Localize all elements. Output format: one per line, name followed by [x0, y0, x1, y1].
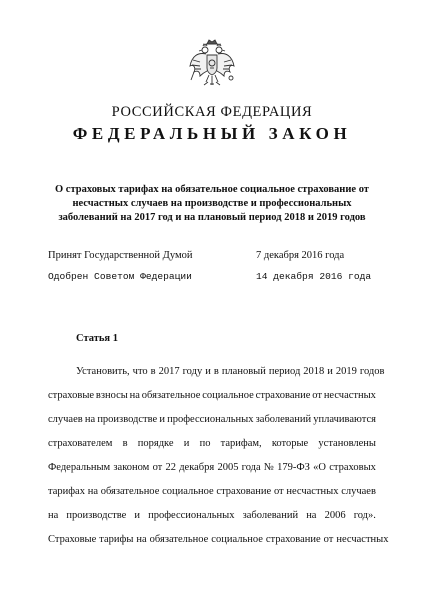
article-word: установлены — [318, 438, 376, 449]
article-word: в — [122, 438, 128, 449]
article-word: порядке — [137, 438, 174, 449]
article-word: и — [134, 510, 140, 521]
article-word: годов — [359, 366, 385, 377]
article-word: уплачиваются — [313, 414, 376, 425]
article-word: обязательное — [100, 486, 160, 497]
article-word: в — [150, 366, 156, 377]
article-word: декабря — [179, 462, 215, 473]
adoption-date: 14 декабря 2016 года — [256, 271, 372, 282]
article-line — [48, 432, 376, 456]
coat-of-arms-icon — [188, 38, 236, 92]
article-word: плановый — [221, 366, 266, 377]
article-word: несчастных — [323, 390, 376, 401]
article-word: производстве — [66, 510, 127, 521]
adoption-label: Принят Государственной Думой — [48, 250, 193, 261]
adoption-duma-row — [48, 250, 376, 264]
article-word: от — [323, 534, 334, 545]
adoption-date: 7 декабря 2016 года — [256, 250, 345, 261]
article-word: 2006 — [324, 510, 346, 521]
law-title-line: несчастных случаев на производстве и профессиональных — [72, 198, 352, 209]
article-word: в — [213, 366, 219, 377]
article-word: профессиональных — [167, 414, 254, 425]
article-word: 2018 — [303, 366, 325, 377]
article-word: на — [306, 510, 317, 521]
article-word: на — [136, 534, 147, 545]
article-word: производстве — [97, 414, 158, 425]
adoption-label: Одобрен Советом Федерации — [48, 271, 192, 282]
article-line — [48, 360, 385, 384]
article-word: страхователем — [48, 438, 113, 449]
law-type-heading: ФЕДЕРАЛЬНЫЙ ЗАКОН — [72, 124, 352, 143]
adoption-council-row — [48, 271, 376, 285]
article-word: тарифы — [99, 534, 134, 545]
article-word: от — [152, 462, 163, 473]
article-word: 179-ФЗ — [277, 462, 310, 473]
article-word: законом — [113, 462, 150, 473]
article-word: от — [312, 390, 322, 401]
article-word: по — [199, 438, 211, 449]
article-word: обязательное — [149, 534, 209, 545]
article-word: на — [87, 486, 98, 497]
article-word: социальное — [162, 486, 214, 497]
article-word: случаев — [48, 414, 83, 425]
article-word: год». — [353, 510, 376, 521]
article-line — [48, 480, 376, 504]
article-word: 2019 — [335, 366, 357, 377]
article-word: Федеральным — [48, 462, 111, 473]
article-word: страховые — [48, 390, 95, 401]
law-title-line: О страховых тарифах на обязательное социальное страхование от — [55, 184, 369, 195]
article-word: обязательное — [141, 390, 201, 401]
article-line — [48, 408, 376, 432]
article-word: что — [132, 366, 148, 377]
article-word: несчастных — [336, 534, 389, 545]
article-word: от — [273, 486, 284, 497]
article-word: «О — [313, 462, 327, 473]
article-line — [48, 528, 389, 552]
article-word: взносы — [95, 390, 128, 401]
article-word: на — [129, 390, 140, 401]
article-word: тарифах — [48, 486, 85, 497]
article-word: страхование — [216, 486, 272, 497]
article-word: на — [84, 414, 96, 425]
article-word: на — [48, 510, 59, 521]
article-word: несчастных — [286, 486, 339, 497]
article-word: 2017 — [158, 366, 180, 377]
article-word: страхование — [255, 390, 311, 401]
article-word: заболеваний — [242, 510, 299, 521]
article-heading: Статья 1 — [76, 333, 118, 344]
article-word: тарифам, — [220, 438, 262, 449]
article-word: № — [263, 462, 274, 473]
country-heading: РОССИЙСКАЯ ФЕДЕРАЦИЯ — [111, 104, 313, 120]
article-word: года — [241, 462, 261, 473]
article-word: Страховые — [48, 534, 97, 545]
article-word: 22 — [165, 462, 176, 473]
article-word: и — [327, 366, 333, 377]
law-title — [48, 183, 376, 225]
article-word: случаев — [341, 486, 376, 497]
article-word: профессиональных — [148, 510, 235, 521]
article-body — [48, 360, 389, 552]
article-word: и — [159, 414, 165, 425]
article-word: и — [205, 366, 211, 377]
article-word: социальное — [211, 534, 263, 545]
article-word: социальное — [202, 390, 254, 401]
law-title-line: заболеваний на 2017 год и на плановый период 2018 и 2019 годов — [58, 212, 366, 223]
article-line — [48, 456, 376, 480]
article-word: период — [268, 366, 301, 377]
article-word: заболеваний — [255, 414, 312, 425]
article-word: страховых — [329, 462, 376, 473]
article-word: страхование — [265, 534, 321, 545]
article-word: Установить, — [76, 366, 130, 377]
article-word: году — [182, 366, 203, 377]
article-word: 2005 — [217, 462, 239, 473]
article-word: и — [183, 438, 190, 449]
article-line — [48, 384, 376, 408]
article-word: которые — [271, 438, 309, 449]
article-line — [48, 504, 376, 528]
